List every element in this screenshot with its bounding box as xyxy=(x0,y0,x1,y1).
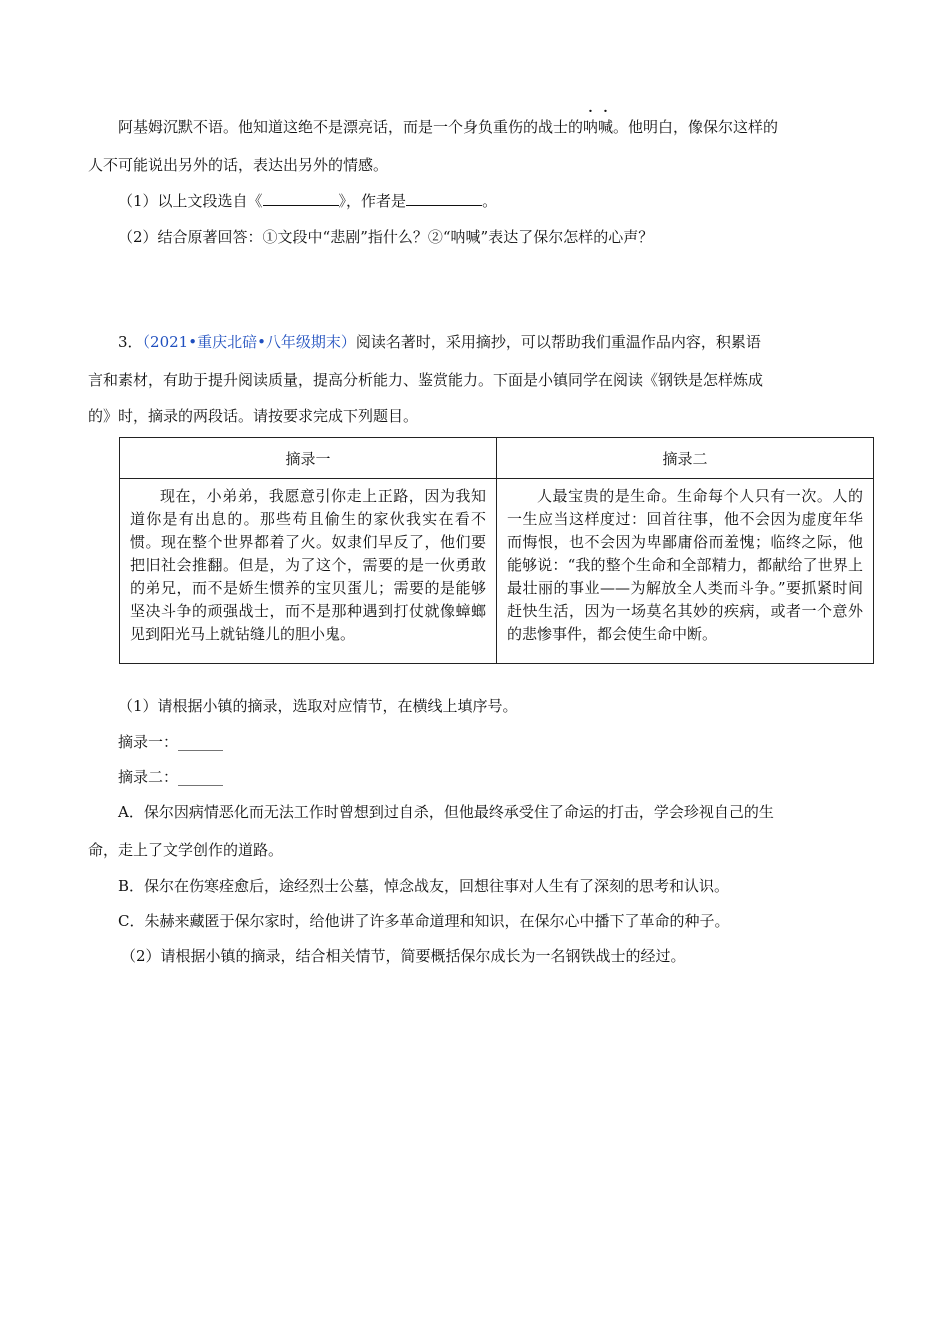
excerpt-header-2: 摘录二 xyxy=(497,438,874,479)
excerpt-table-header xyxy=(120,438,874,479)
q2-sub1-mid: 》，作者是 xyxy=(338,192,407,210)
q2-paragraph-line1 xyxy=(118,117,778,137)
q2-sub1-end: 。 xyxy=(482,192,498,210)
excerpt-table xyxy=(119,437,874,664)
q3-subquestion-1: （1）请根据小镇的摘录，选取对应情节，在横线上填序号。 xyxy=(118,697,518,715)
question-number: 3． xyxy=(118,333,143,351)
excerpt-1-text: 现在，小弟弟，我愿意引你走上正路，因为我知道你是有出息的。那些苟且偷生的家伙我实在看不惯。现在整个世界都着了火。奴隶们早反了，他们要把旧社会推翻。但是，为了这个，需要的是一伙勇敢的弟兄，而不是娇生惯养的宝贝蛋儿；需要的是能够坚决斗争的顽强战士，而不是那种遇到打仗就像蟑螂见到阳光马上就钻缝儿的胆小鬼。 xyxy=(120,479,497,664)
answer-blank-1[interactable]: ______ xyxy=(178,733,224,751)
q2-subquestion-2: （2）结合原著回答：①文段中“悲剧”指什么？②“呐喊”表达了保尔怎样的心声？ xyxy=(118,228,654,246)
option-a-line2: 命，走上了文学创作的道路。 xyxy=(88,841,284,859)
answer-label-1: 摘录一： xyxy=(118,733,179,751)
answer-label-2: 摘录二： xyxy=(118,768,179,786)
option-c: C．朱赫来藏匿于保尔家时，给他讲了许多革命道理和知识，在保尔心中播下了革命的种子。 xyxy=(118,912,730,930)
q3-subquestion-2: （2）请根据小镇的摘录，结合相关情节，简要概括保尔成长为一名钢铁战士的经过。 xyxy=(121,947,686,965)
excerpt-header-1: 摘录一 xyxy=(120,438,497,479)
answer-blank-2[interactable]: ______ xyxy=(178,768,224,786)
author-blank[interactable] xyxy=(406,191,482,206)
q3-intro-line2: 言和素材，有助于提升阅读质量，提高分析能力、鉴赏能力。下面是小镇同学在阅读《钢铁是怎样炼成 xyxy=(88,371,764,389)
option-b: B．保尔在伤寒痊愈后，途经烈士公墓，悼念战友，回想往事对人生有了深刻的思考和认识。 xyxy=(118,877,730,895)
book-title-blank[interactable] xyxy=(263,191,339,206)
q3-intro-text: 阅读名著时，采用摘抄，可以帮助我们重温作品内容，积累语 xyxy=(355,333,761,351)
emphasis-char: 喊 xyxy=(598,118,614,136)
q2-subquestion-1 xyxy=(118,191,497,211)
emphasis-char: 呐 xyxy=(583,118,599,136)
option-a-line1: A．保尔因病情恶化而无法工作时曾想到过自杀，但他最终承受住了命运的打击，学会珍视自己的生 xyxy=(118,803,774,821)
question-source[interactable]: （2021•重庆北碚•八年级期末） xyxy=(142,333,356,351)
answer-line-2 xyxy=(118,767,223,787)
q3-intro-line3: 的》时，摘录的两段话。请按要求完成下列题目。 xyxy=(88,407,419,425)
answer-line-1 xyxy=(118,732,223,752)
q2-paragraph-line2: 人不可能说出另外的话，表达出另外的情感。 xyxy=(88,156,389,174)
q2-sub1-prefix: （1）以上文段选自《 xyxy=(118,192,263,210)
q3-intro-line1 xyxy=(118,332,761,352)
q2-paragraph-text: 阿基姆沉默不语。他知道这绝不是漂亮话，而是一个身负重伤的战士的 xyxy=(118,118,584,136)
excerpt-2-text: 人最宝贵的是生命。生命每个人只有一次。人的一生应当这样度过：回首往事，他不会因为虚度年华而悔恨，也不会因为卑鄙庸俗而羞愧；临终之际，他能够说：“我的整个生命和全部精力，都献给了世界上最壮丽的事业——为解放全人类而斗争。”要抓紧时间赶快生活，因为一场莫名其妙的疾病，或者一个意外的悲惨事件，都会使生命中断。 xyxy=(497,479,874,664)
excerpt-table-row xyxy=(120,479,874,664)
q2-paragraph-text: 。他明白，像保尔这样的 xyxy=(613,118,779,136)
